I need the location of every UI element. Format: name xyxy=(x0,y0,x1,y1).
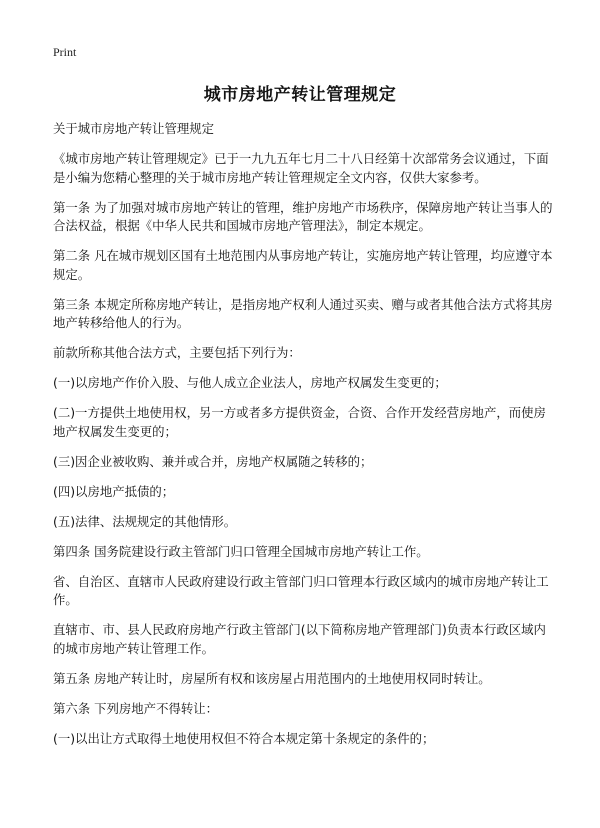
restriction-item-1: (一)以出让方式取得土地使用权但不符合本规定第十条规定的条件的； xyxy=(53,730,435,746)
document-title: 城市房地产转让管理规定 xyxy=(203,85,397,105)
list-item-4: (四)以房地产抵债的； xyxy=(53,483,175,499)
list-item-2: (二)一方提供土地使用权，另一方或者多方提供资金，合资、合作开发经营房地产，而使房地产权属发生变更的； xyxy=(53,405,546,439)
intro-paragraph: 《城市房地产转让管理规定》已于一九九五年七月二十八日经第十次部常务会议通过，下面是小编为您精心整理的关于城市房地产转让管理规定全文内容，仅供大家参考。 xyxy=(53,151,549,185)
article-3-paragraph: 第三条 本规定所称房地产转让，是指房地产权利人通过买卖、赠与或者其他合法方式将其房地产转移给他人的行为。 xyxy=(53,296,553,330)
article-5-paragraph: 第五条 房地产转让时，房屋所有权和该房屋占用范围内的土地使用权同时转让。 xyxy=(53,670,491,686)
article-4-paragraph: 第四条 国务院建设行政主管部门归口管理全国城市房地产转让工作。 xyxy=(53,543,429,559)
list-item-3: (三)因企业被收购、兼并或合并，房地产权属随之转移的； xyxy=(53,453,373,469)
list-item-5: (五)法律、法规规定的其他情形。 xyxy=(53,513,237,529)
other-methods-paragraph: 前款所称其他合法方式，主要包括下列行为： xyxy=(53,345,301,360)
document-body xyxy=(53,120,553,760)
article-6-paragraph: 第六条 下列房地产不得转让： xyxy=(53,700,219,716)
article-1-paragraph: 第一条 为了加强对城市房地产转让的管理，维护房地产市场秩序，保障房地产转让当事人的合法权益，根据《中华人民共和国城市房地产管理法》，制定本规定。 xyxy=(53,199,553,233)
list-item-1: (一)以房地产作价入股、与他人成立企业法人，房地产权属发生变更的； xyxy=(53,375,447,390)
article-2-paragraph: 第二条 凡在城市规划区国有土地范围内从事房地产转让，实施房地产转让管理，均应遵守本规定。 xyxy=(53,248,553,282)
subtitle-paragraph: 关于城市房地产转让管理规定 xyxy=(53,121,215,136)
province-paragraph: 省、自治区、直辖市人民政府建设行政主管部门归口管理本行政区域内的城市房地产转让工作。 xyxy=(53,573,549,607)
print-link[interactable]: Print xyxy=(53,45,77,59)
municipality-paragraph: 直辖市、市、县人民政府房地产行政主管部门(以下简称房地产管理部门)负责本行政区域内的城市房地产转让管理工作。 xyxy=(53,622,546,656)
